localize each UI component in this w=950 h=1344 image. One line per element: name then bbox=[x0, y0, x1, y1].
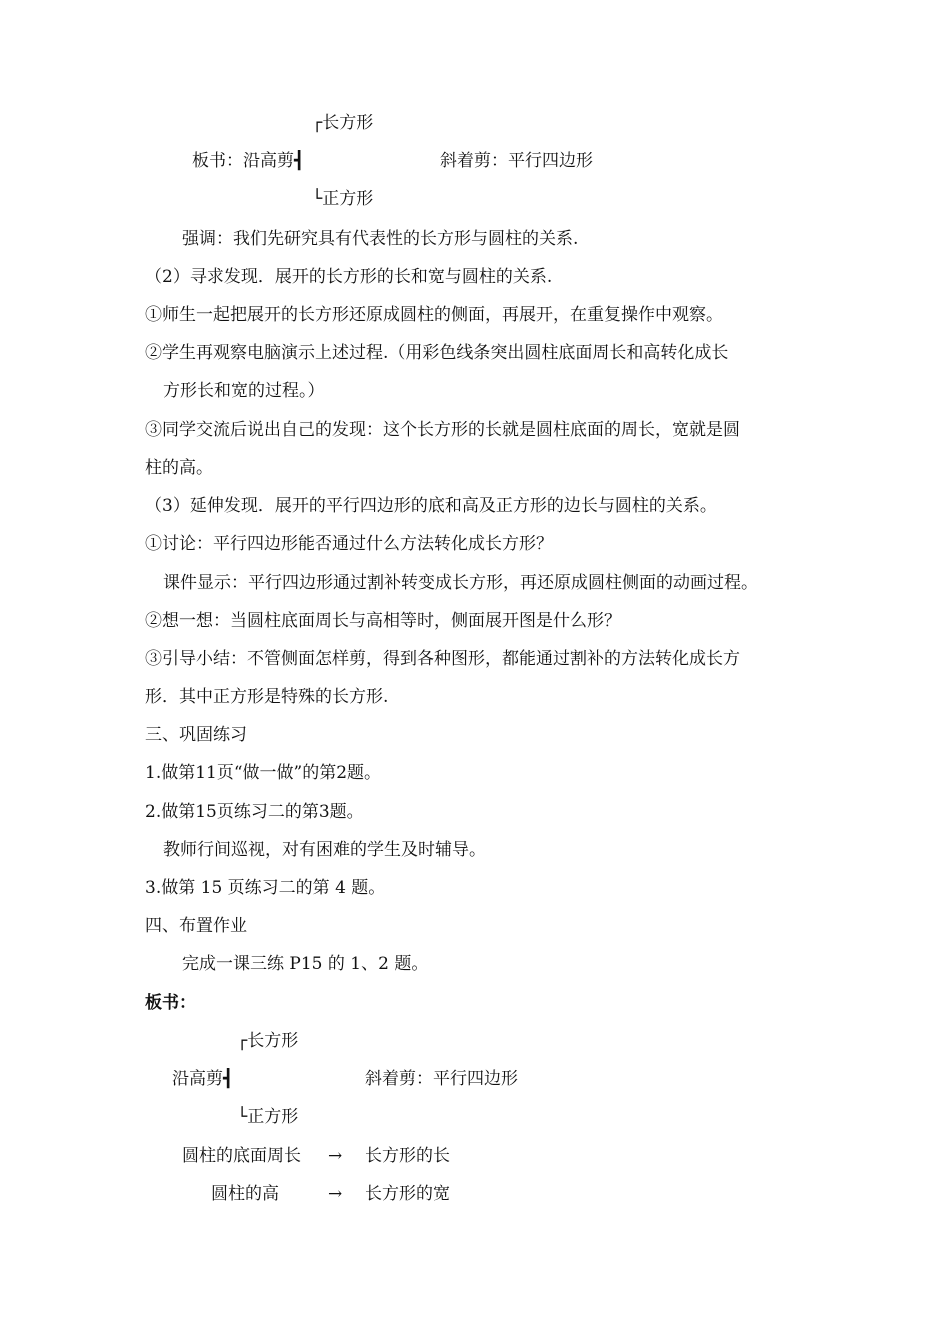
board2-row2-left: 圆柱的高 bbox=[211, 1184, 279, 1204]
board2-row1-right: 长方形的长 bbox=[365, 1146, 450, 1166]
section3-heading: 三、巩固练习 bbox=[145, 725, 247, 745]
section3-exercise3: 3.做第 15 页练习二的第 4 题。 bbox=[145, 878, 386, 898]
board1-prefix: 板书：沿高剪┫ bbox=[192, 151, 305, 171]
part3-courseware: 课件显示：平行四边形通过割补转变成长方形，再还原成圆柱侧面的动画过程。 bbox=[163, 573, 758, 593]
part3-item2: ②想一想：当圆柱底面周长与高相等时，侧面展开图是什么形？ bbox=[145, 611, 621, 631]
board2-row1-arrow: → bbox=[328, 1146, 343, 1166]
part3-item1: ①讨论：平行四边形能否通过什么方法转化成长方形？ bbox=[145, 534, 553, 554]
emphasis-line: 强调：我们先研究具有代表性的长方形与圆柱的关系. bbox=[182, 229, 579, 249]
board2-prefix: 沿高剪┫ bbox=[172, 1069, 234, 1089]
board2-row2-arrow: → bbox=[328, 1184, 343, 1204]
section3-exercise1: 1.做第11页“做一做”的第2题。 bbox=[145, 763, 382, 783]
part2-heading: （2）寻求发现．展开的长方形的长和宽与圆柱的关系. bbox=[145, 267, 553, 287]
board2-top-branch: ┌长方形 bbox=[237, 1031, 299, 1051]
board2-row2-right: 长方形的宽 bbox=[365, 1184, 450, 1204]
part2-item3-line2: 柱的高。 bbox=[145, 458, 213, 478]
part3-item3-line1: ③引导小结：不管侧面怎样剪，得到各种图形，都能通过割补的方法转化成长方 bbox=[145, 649, 740, 669]
part3-heading: （3）延伸发现．展开的平行四边形的底和高及正方形的边长与圆柱的关系。 bbox=[145, 496, 717, 516]
section3-note: 教师行间巡视，对有困难的学生及时辅导。 bbox=[163, 840, 486, 860]
board1-bottom-branch: └正方形 bbox=[312, 189, 374, 209]
board1-right: 斜着剪：平行四边形 bbox=[440, 151, 593, 171]
section4-heading: 四、布置作业 bbox=[145, 916, 247, 936]
part2-item2-line2: 方形长和宽的过程。） bbox=[163, 381, 325, 401]
part2-item2-line1: ②学生再观察电脑演示上述过程.（用彩色线条突出圆柱底面周长和高转化成长 bbox=[145, 343, 729, 363]
part3-item3-line2: 形．其中正方形是特殊的长方形. bbox=[145, 687, 389, 707]
board2-right: 斜着剪：平行四边形 bbox=[365, 1069, 518, 1089]
part2-item1: ①师生一起把展开的长方形还原成圆柱的侧面，再展开，在重复操作中观察。 bbox=[145, 305, 723, 325]
board2-row1-left: 圆柱的底面周长 bbox=[182, 1146, 301, 1166]
board2-bottom-branch: └正方形 bbox=[237, 1107, 299, 1127]
section3-exercise2: 2.做第15页练习二的第3题。 bbox=[145, 802, 364, 822]
board2-title: 板书： bbox=[145, 993, 196, 1013]
part2-item3-line1: ③同学交流后说出自己的发现：这个长方形的长就是圆柱底面的周长，宽就是圆 bbox=[145, 420, 740, 440]
section4-homework: 完成一课三练 P15 的 1、2 题。 bbox=[182, 954, 429, 974]
board1-top-branch: ┌长方形 bbox=[312, 113, 374, 133]
